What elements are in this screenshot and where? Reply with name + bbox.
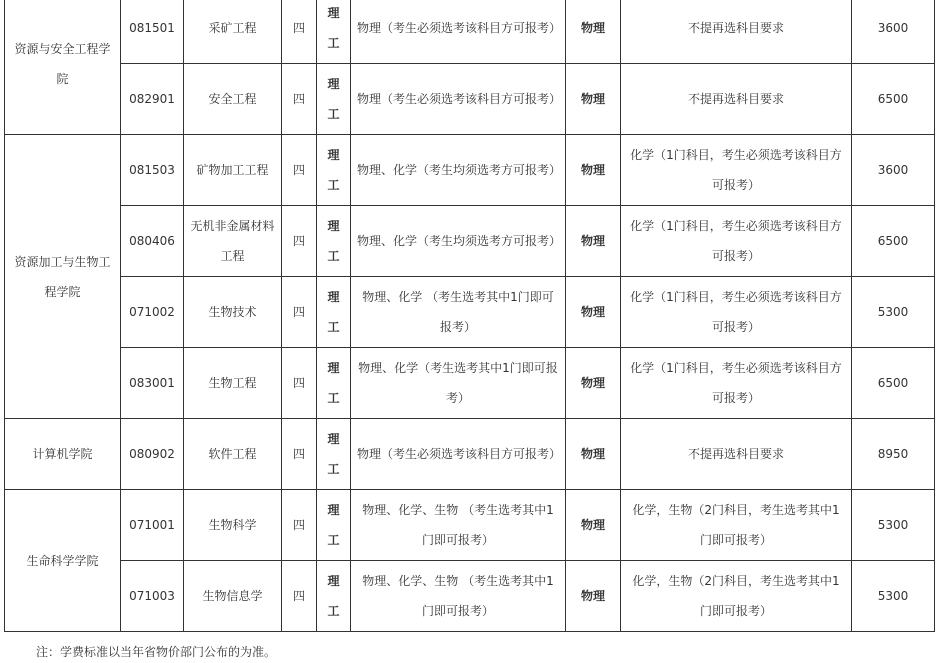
category-cell: 理工 — [317, 64, 351, 135]
subject-requirement: 物理、化学（考生均须选考方可报考） — [351, 135, 566, 206]
fee-cell: 8950 — [852, 419, 935, 490]
duration-cell: 四 — [282, 64, 317, 135]
first-subject: 物理 — [566, 277, 621, 348]
major-code: 081503 — [121, 135, 184, 206]
reselect-requirement: 化学（1门科目，考生必须选考该科目方可报考） — [621, 348, 852, 419]
major-code: 082901 — [121, 64, 184, 135]
subject-requirement: 物理（考生必须选考该科目方可报考） — [351, 0, 566, 64]
table-row — [5, 135, 935, 206]
subject-requirement: 物理、化学 （考生选考其中1门即可报考） — [351, 277, 566, 348]
first-subject: 物理 — [566, 206, 621, 277]
duration-cell: 四 — [282, 277, 317, 348]
duration-cell: 四 — [282, 419, 317, 490]
subject-requirement: 物理（考生必须选考该科目方可报考） — [351, 64, 566, 135]
major-name: 生物工程 — [184, 348, 282, 419]
major-code: 083001 — [121, 348, 184, 419]
major-name: 安全工程 — [184, 64, 282, 135]
category-cell: 理工 — [317, 277, 351, 348]
subject-requirement: 物理、化学（考生均须选考方可报考） — [351, 206, 566, 277]
first-subject: 物理 — [566, 348, 621, 419]
reselect-requirement: 化学，生物（2门科目，考生选考其中1门即可报考） — [621, 490, 852, 561]
subject-requirement: 物理、化学、生物 （考生选考其中1门即可报考） — [351, 490, 566, 561]
reselect-requirement: 不提再选科目要求 — [621, 419, 852, 490]
major-code: 080902 — [121, 419, 184, 490]
major-code: 080406 — [121, 206, 184, 277]
reselect-requirement: 不提再选科目要求 — [621, 64, 852, 135]
subject-requirement: 物理、化学、生物 （考生选考其中1门即可报考） — [351, 561, 566, 632]
majors-table — [4, 0, 935, 632]
fee-cell: 3600 — [852, 135, 935, 206]
first-subject: 物理 — [566, 0, 621, 64]
first-subject: 物理 — [566, 561, 621, 632]
fee-cell: 6500 — [852, 206, 935, 277]
reselect-requirement: 化学（1门科目，考生必须选考该科目方可报考） — [621, 135, 852, 206]
major-name: 无机非金属材料工程 — [184, 206, 282, 277]
duration-cell: 四 — [282, 348, 317, 419]
college-cell: 计算机学院 — [5, 419, 121, 490]
major-code: 071001 — [121, 490, 184, 561]
duration-cell: 四 — [282, 561, 317, 632]
category-cell: 理工 — [317, 0, 351, 64]
fee-cell: 5300 — [852, 277, 935, 348]
table-row — [5, 277, 935, 348]
first-subject: 物理 — [566, 64, 621, 135]
major-code: 081501 — [121, 0, 184, 64]
duration-cell: 四 — [282, 135, 317, 206]
duration-cell: 四 — [282, 490, 317, 561]
college-cell: 生命科学学院 — [5, 490, 121, 632]
reselect-requirement: 不提再选科目要求 — [621, 0, 852, 64]
reselect-requirement: 化学，生物（2门科目，考生选考其中1门即可报考） — [621, 561, 852, 632]
table-row — [5, 64, 935, 135]
duration-cell: 四 — [282, 0, 317, 64]
first-subject: 物理 — [566, 419, 621, 490]
major-name: 生物技术 — [184, 277, 282, 348]
category-cell: 理工 — [317, 135, 351, 206]
fee-cell: 5300 — [852, 561, 935, 632]
major-name: 采矿工程 — [184, 0, 282, 64]
table-row — [5, 490, 935, 561]
fee-note: 注：学费标准以当年省物价部门公布的为准。 — [36, 645, 277, 659]
category-cell: 理工 — [317, 561, 351, 632]
fee-cell: 6500 — [852, 348, 935, 419]
major-name: 软件工程 — [184, 419, 282, 490]
reselect-requirement: 化学（1门科目，考生必须选考该科目方可报考） — [621, 206, 852, 277]
table-row — [5, 0, 935, 64]
subject-requirement: 物理（考生必须选考该科目方可报考） — [351, 419, 566, 490]
table-row — [5, 348, 935, 419]
fee-cell: 3600 — [852, 0, 935, 64]
major-name: 矿物加工工程 — [184, 135, 282, 206]
reselect-requirement: 化学（1门科目，考生必须选考该科目方可报考） — [621, 277, 852, 348]
major-name: 生物科学 — [184, 490, 282, 561]
fee-cell: 5300 — [852, 490, 935, 561]
duration-cell: 四 — [282, 206, 317, 277]
category-cell: 理工 — [317, 206, 351, 277]
fee-cell: 6500 — [852, 64, 935, 135]
major-code: 071003 — [121, 561, 184, 632]
category-cell: 理工 — [317, 490, 351, 561]
table-row — [5, 206, 935, 277]
table-row — [5, 419, 935, 490]
college-cell: 资源加工与生物工程学院 — [5, 135, 121, 419]
first-subject: 物理 — [566, 135, 621, 206]
table-row — [5, 561, 935, 632]
subject-requirement: 物理、化学（考生选考其中1门即可报考） — [351, 348, 566, 419]
major-name: 生物信息学 — [184, 561, 282, 632]
first-subject: 物理 — [566, 490, 621, 561]
category-cell: 理工 — [317, 348, 351, 419]
category-cell: 理工 — [317, 419, 351, 490]
college-cell: 资源与安全工程学院 — [5, 0, 121, 135]
major-code: 071002 — [121, 277, 184, 348]
